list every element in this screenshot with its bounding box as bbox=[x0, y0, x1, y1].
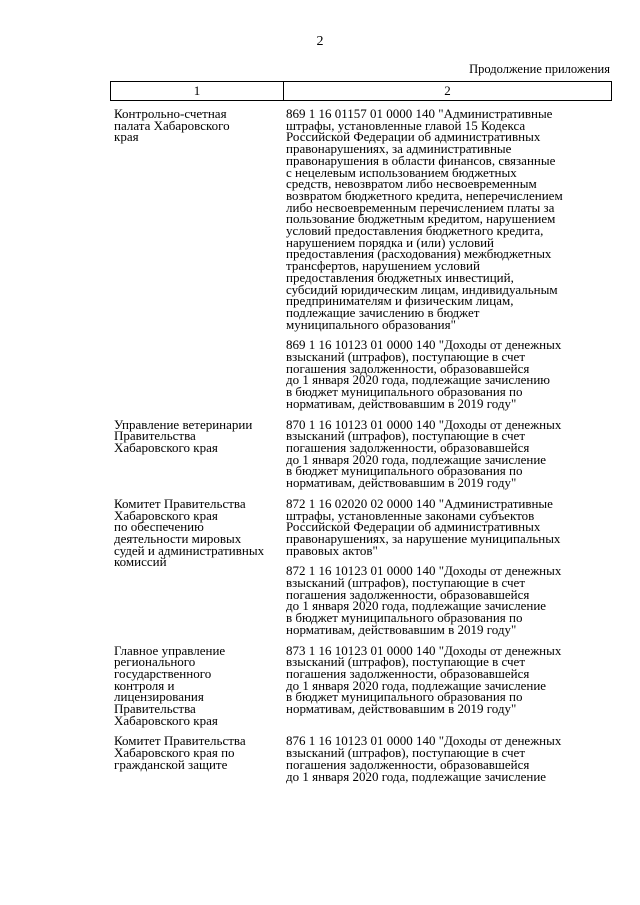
entry-line: штрафы, установленные главой 15 Кодекса bbox=[286, 117, 526, 133]
revenue-code-entry bbox=[286, 416, 610, 491]
entry-line: нормативам, действовавшим в 2019 году" bbox=[286, 395, 517, 411]
organization-line: лицензирования bbox=[114, 689, 204, 705]
column-header-2: 2 bbox=[444, 83, 451, 98]
entry-line: взысканий (штрафов), поступающие в счет bbox=[286, 428, 526, 444]
revenue-code-entry bbox=[286, 642, 610, 717]
entry-line: взысканий (штрафов), поступающие в счет bbox=[286, 349, 526, 365]
entry-line: правонарушениях, за нарушение муниципальных bbox=[286, 530, 561, 546]
entry-line: 869 1 16 10123 01 0000 140 "Доходы от денежных bbox=[286, 337, 562, 353]
entry-line: предпринимателям и физическим лицам, bbox=[286, 293, 514, 309]
organization-name bbox=[110, 735, 282, 770]
revenue-code-entry bbox=[286, 108, 610, 330]
revenue-code-entry bbox=[286, 565, 610, 635]
entry-line: нормативам, действовавшим в 2019 году" bbox=[286, 621, 517, 637]
entry-line: до 1 января 2020 года, подлежащие зачислению bbox=[286, 372, 551, 388]
entry-line: подлежащие зачислению в бюджет bbox=[286, 304, 480, 320]
organization-line: Хабаровского края bbox=[114, 712, 218, 728]
entry-line: взысканий (штрафов), поступающие в счет bbox=[286, 745, 526, 761]
entry-line: правовых актов" bbox=[286, 542, 378, 558]
entry-line: правонарушениях, за административные bbox=[286, 141, 512, 157]
revenue-codes bbox=[282, 735, 610, 782]
entry-line: 873 1 16 10123 01 0000 140 "Доходы от денежных bbox=[286, 642, 562, 658]
page-number: 2 bbox=[316, 34, 324, 49]
organization-line: Правительства bbox=[114, 701, 196, 717]
entry-line: взысканий (штрафов), поступающие в счет bbox=[286, 575, 526, 591]
organization-line: контроля и bbox=[114, 677, 175, 693]
entry-line: предоставления (расходования) межбюджетных bbox=[286, 246, 552, 262]
entry-line: до 1 января 2020 года, подлежащие зачисление bbox=[286, 768, 547, 784]
entry-line: 869 1 16 01157 01 0000 140 "Административные bbox=[286, 106, 553, 121]
entry-line: правонарушения в области финансов, связанные bbox=[286, 152, 556, 168]
entry-line: пользование бюджетным кредитом, нарушением bbox=[286, 211, 556, 227]
entry-line: нормативам, действовавшим в 2019 году" bbox=[286, 475, 517, 491]
entry-line: нарушением порядка и (или) условий bbox=[286, 234, 495, 250]
entry-line: в бюджет муниципального образования по bbox=[286, 610, 523, 626]
organization-line: комиссий bbox=[114, 554, 167, 570]
entry-line: предоставления бюджетных инвестиций, bbox=[286, 269, 514, 285]
entry-line: условий предоставления бюджетного кредита, bbox=[286, 223, 544, 239]
table-row bbox=[110, 735, 610, 782]
entry-line: средств, невозвратом либо несвоевременным bbox=[286, 176, 537, 192]
organization-name bbox=[110, 642, 282, 728]
table-row bbox=[110, 642, 610, 728]
table-header bbox=[110, 81, 612, 101]
entry-line: либо несвоевременным перечислением платы за bbox=[286, 199, 555, 215]
organization-name bbox=[110, 108, 282, 143]
organization-name bbox=[110, 416, 282, 455]
entry-line: возвратом бюджетного кредита, неперечислением bbox=[286, 187, 563, 203]
organization-line: гражданской защите bbox=[114, 756, 228, 772]
organization-line: Главное управление bbox=[114, 642, 226, 658]
column-header-1: 1 bbox=[111, 82, 284, 100]
organization-line: Управление ветеринарии bbox=[114, 416, 253, 432]
revenue-codes bbox=[282, 108, 610, 410]
revenue-codes bbox=[282, 416, 610, 491]
entry-line: с нецелевым использованием бюджетных bbox=[286, 164, 517, 180]
entry-line: погашения задолженности, образовавшейся bbox=[286, 586, 530, 602]
organization-line: Хабаровского края bbox=[114, 439, 218, 455]
entry-line: 872 1 16 02020 02 0000 140 "Административные bbox=[286, 495, 553, 511]
revenue-code-entry bbox=[286, 339, 610, 409]
revenue-codes bbox=[282, 642, 610, 717]
organization-name bbox=[110, 495, 282, 570]
entry-line: Российской Федерации об административных bbox=[286, 129, 541, 145]
table-row bbox=[110, 416, 610, 491]
entry-line: нормативам, действовавшим в 2019 году" bbox=[286, 701, 517, 717]
entry-line: до 1 января 2020 года, подлежащие зачисление bbox=[286, 451, 547, 467]
organization-line: Контрольно-счетная bbox=[114, 106, 227, 121]
entry-line: 870 1 16 10123 01 0000 140 "Доходы от денежных bbox=[286, 416, 562, 432]
entry-line: погашения задолженности, образовавшейся bbox=[286, 756, 530, 772]
entry-line: 876 1 16 10123 01 0000 140 "Доходы от денежных bbox=[286, 733, 562, 749]
entry-line: трансфертов, нарушением условий bbox=[286, 258, 480, 274]
organization-line: по обеспечению bbox=[114, 519, 204, 535]
revenue-codes bbox=[282, 495, 610, 637]
entry-line: в бюджет муниципального образования по bbox=[286, 689, 523, 705]
organization-line: судей и административных bbox=[114, 542, 265, 558]
organization-line: Хабаровского края bbox=[114, 507, 218, 523]
table-row bbox=[110, 108, 610, 410]
entry-line: в бюджет муниципального образования по bbox=[286, 384, 523, 400]
entry-line: Российской Федерации об административных bbox=[286, 519, 541, 535]
entry-line: 872 1 16 10123 01 0000 140 "Доходы от денежных bbox=[286, 563, 562, 579]
entry-line: до 1 января 2020 года, подлежащие зачисление bbox=[286, 598, 547, 614]
entry-line: погашения задолженности, образовавшейся bbox=[286, 360, 530, 376]
organization-line: края bbox=[114, 129, 139, 145]
entry-line: в бюджет муниципального образования по bbox=[286, 463, 523, 479]
organization-line: Правительства bbox=[114, 428, 196, 444]
table-body bbox=[110, 108, 610, 782]
revenue-code-entry bbox=[286, 495, 610, 558]
entry-line: взысканий (штрафов), поступающие в счет bbox=[286, 654, 526, 670]
entry-line: субсидий юридическим лицам, индивидуальным bbox=[286, 281, 558, 297]
table-row bbox=[110, 495, 610, 637]
entry-line: погашения задолженности, образовавшейся bbox=[286, 439, 530, 455]
entry-line: погашения задолженности, образовавшейся bbox=[286, 665, 530, 681]
revenue-code-entry bbox=[286, 735, 610, 782]
organization-line: Хабаровского края по bbox=[114, 745, 235, 761]
entry-line: до 1 января 2020 года, подлежащие зачисление bbox=[286, 677, 547, 693]
continuation-note: Продолжение приложения bbox=[469, 62, 610, 76]
organization-line: государственного bbox=[114, 665, 212, 681]
organization-line: палата Хабаровского bbox=[114, 117, 230, 133]
organization-line: Комитет Правительства bbox=[114, 495, 246, 511]
entry-line: штрафы, установленные законами субъектов bbox=[286, 507, 535, 523]
organization-line: Комитет Правительства bbox=[114, 733, 246, 749]
organization-line: деятельности мировых bbox=[114, 530, 242, 546]
organization-line: регионального bbox=[114, 654, 196, 670]
entry-line: муниципального образования" bbox=[286, 316, 456, 332]
